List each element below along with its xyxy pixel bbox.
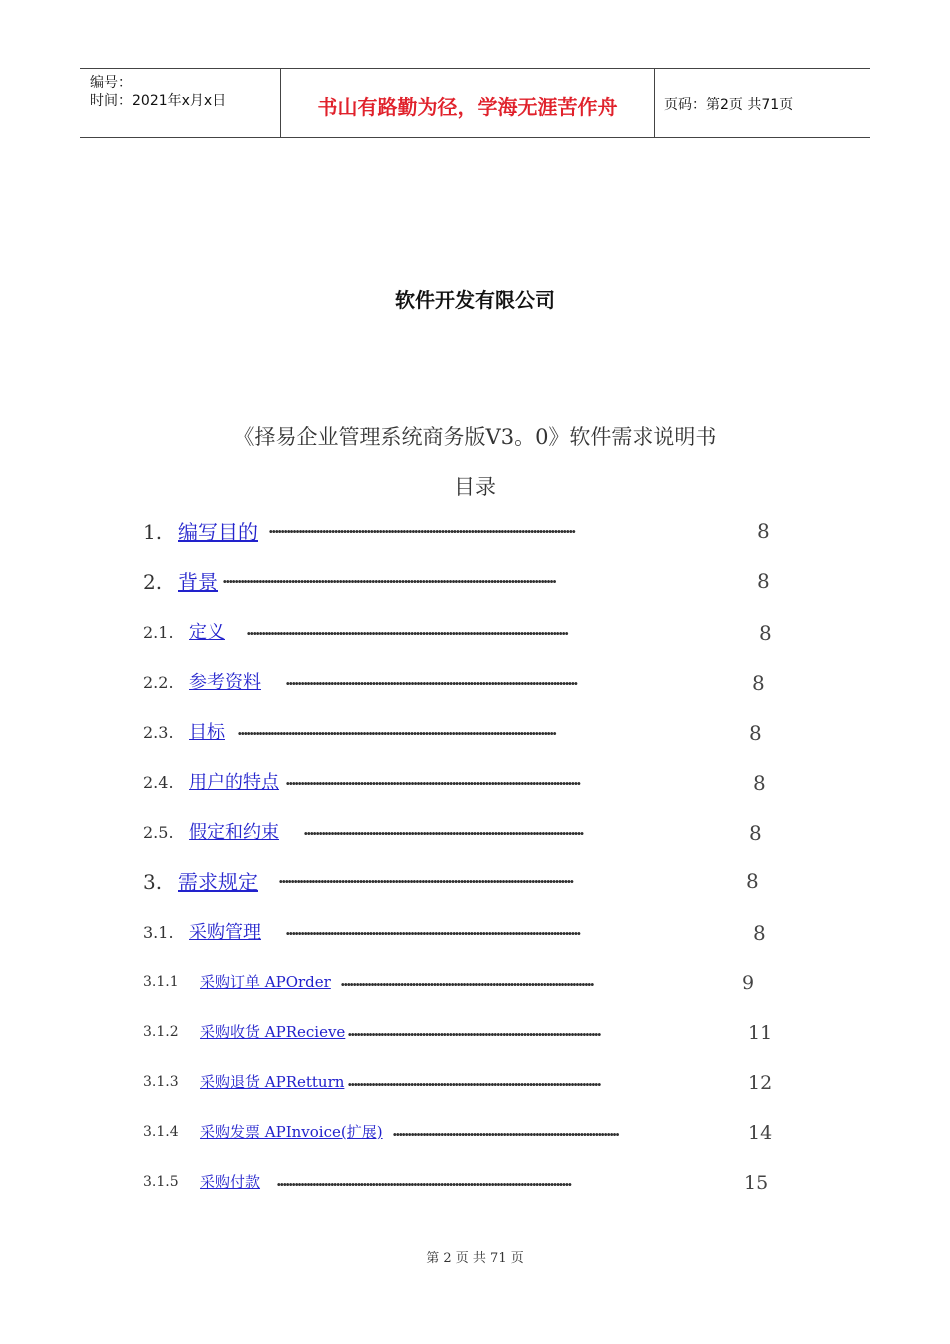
toc-entry-10-link[interactable]: 采购订单 APOrder — [200, 973, 331, 991]
toc-entry-3-link[interactable]: 定义 — [189, 622, 225, 643]
toc-entry-13-link[interactable]: 采购发票 APInvoice(扩展) — [200, 1123, 383, 1141]
toc-number: 2. — [143, 570, 163, 594]
toc-page-number: 8 — [749, 821, 762, 845]
toc-entry-8-link[interactable]: 需求规定 — [178, 870, 258, 894]
toc-page-number: 8 — [752, 671, 765, 695]
toc-page-number: 8 — [753, 771, 766, 795]
toc-number: 3.1.4 — [143, 1123, 179, 1140]
toc-leader-dots: ··········································································································· — [237, 724, 555, 743]
header-motto: 书山有路勤为径，学海无涯苦作舟 — [317, 95, 618, 119]
toc-page-number: 11 — [748, 1022, 773, 1044]
toc-number: 3.1.3 — [143, 1073, 179, 1090]
toc-page-number: 8 — [759, 621, 772, 645]
toc-entry-1-link[interactable]: 编写目的 — [178, 520, 258, 544]
toc-number: 2.4. — [143, 773, 174, 793]
toc-number: 1. — [143, 520, 163, 544]
toc-page-number: 14 — [748, 1122, 773, 1144]
toc-leader-dots: ················································································································ — [222, 572, 555, 591]
toc-number: 2.5. — [143, 823, 174, 843]
toc-page-number: 15 — [744, 1172, 769, 1194]
toc-number: 3.1.5 — [143, 1173, 179, 1190]
toc-leader-dots: ····················································································· — [347, 1025, 600, 1044]
toc-page-number: 8 — [749, 721, 762, 745]
header-date: 时间：2021年x月x日 — [90, 93, 227, 109]
toc-page-number: 8 — [757, 519, 770, 543]
toc-entry-7-link[interactable]: 假定和约束 — [189, 822, 279, 843]
toc-entry-6-link[interactable]: 用户的特点 — [189, 772, 279, 793]
toc-page-number: 8 — [757, 569, 770, 593]
toc-entry-4-link[interactable]: 参考资料 — [189, 672, 261, 693]
toc-number: 3.1.2 — [143, 1023, 179, 1040]
toc-entry-5-link[interactable]: 目标 — [189, 722, 225, 743]
toc-entry-9-link[interactable]: 采购管理 — [189, 922, 261, 943]
toc-entry-14-link[interactable]: 采购付款 — [200, 1173, 261, 1191]
toc-entry-2-link[interactable]: 背景 — [178, 570, 218, 594]
toc-leader-dots: ··································································································· — [278, 872, 573, 891]
toc-number: 3.1. — [143, 923, 174, 943]
toc-page-number: 9 — [742, 972, 755, 994]
toc-leader-dots: ············································································ — [392, 1125, 618, 1144]
header-code-label: 编号： — [90, 75, 132, 91]
toc-number: 2.3. — [143, 723, 174, 743]
toc-leader-dots: ··································································································· — [285, 924, 580, 943]
toc-leader-dots: ··································································································· — [276, 1175, 571, 1194]
toc-entry-11-link[interactable]: 采购收货 APRecieve — [200, 1023, 346, 1041]
toc-page-number: 12 — [748, 1072, 773, 1094]
toc-leader-dots: ····················································································· — [347, 1075, 600, 1094]
toc-page-number: 8 — [746, 869, 759, 893]
toc-number: 3.1.1 — [143, 973, 179, 990]
toc-page-number: 8 — [753, 921, 766, 945]
toc-leader-dots: ······································································································· — [268, 522, 574, 541]
header-page-info: 页码：第2页 共71页 — [664, 97, 794, 113]
toc-number: 2.1. — [143, 623, 174, 643]
toc-number: 2.2. — [143, 673, 174, 693]
page-footer: 第 2 页 共 71 页 — [426, 1251, 524, 1266]
toc-leader-dots: ····················································································· — [340, 975, 593, 994]
toc-entry-12-link[interactable]: 采购退货 APRetturn — [200, 1073, 345, 1091]
toc-leader-dots: ·································································································· — [285, 674, 577, 693]
toc-number: 3. — [143, 870, 163, 894]
toc-leader-dots: ············································································································ — [246, 624, 567, 643]
toc-leader-dots: ··································································································· — [285, 774, 580, 793]
document-title: 《择易企业管理系统商务版V3。0》软件需求说明书 — [233, 425, 717, 449]
toc-title: 目录 — [454, 475, 496, 499]
company-name: 软件开发有限公司 — [395, 288, 555, 312]
toc-leader-dots: ······························································································ — [303, 824, 583, 843]
